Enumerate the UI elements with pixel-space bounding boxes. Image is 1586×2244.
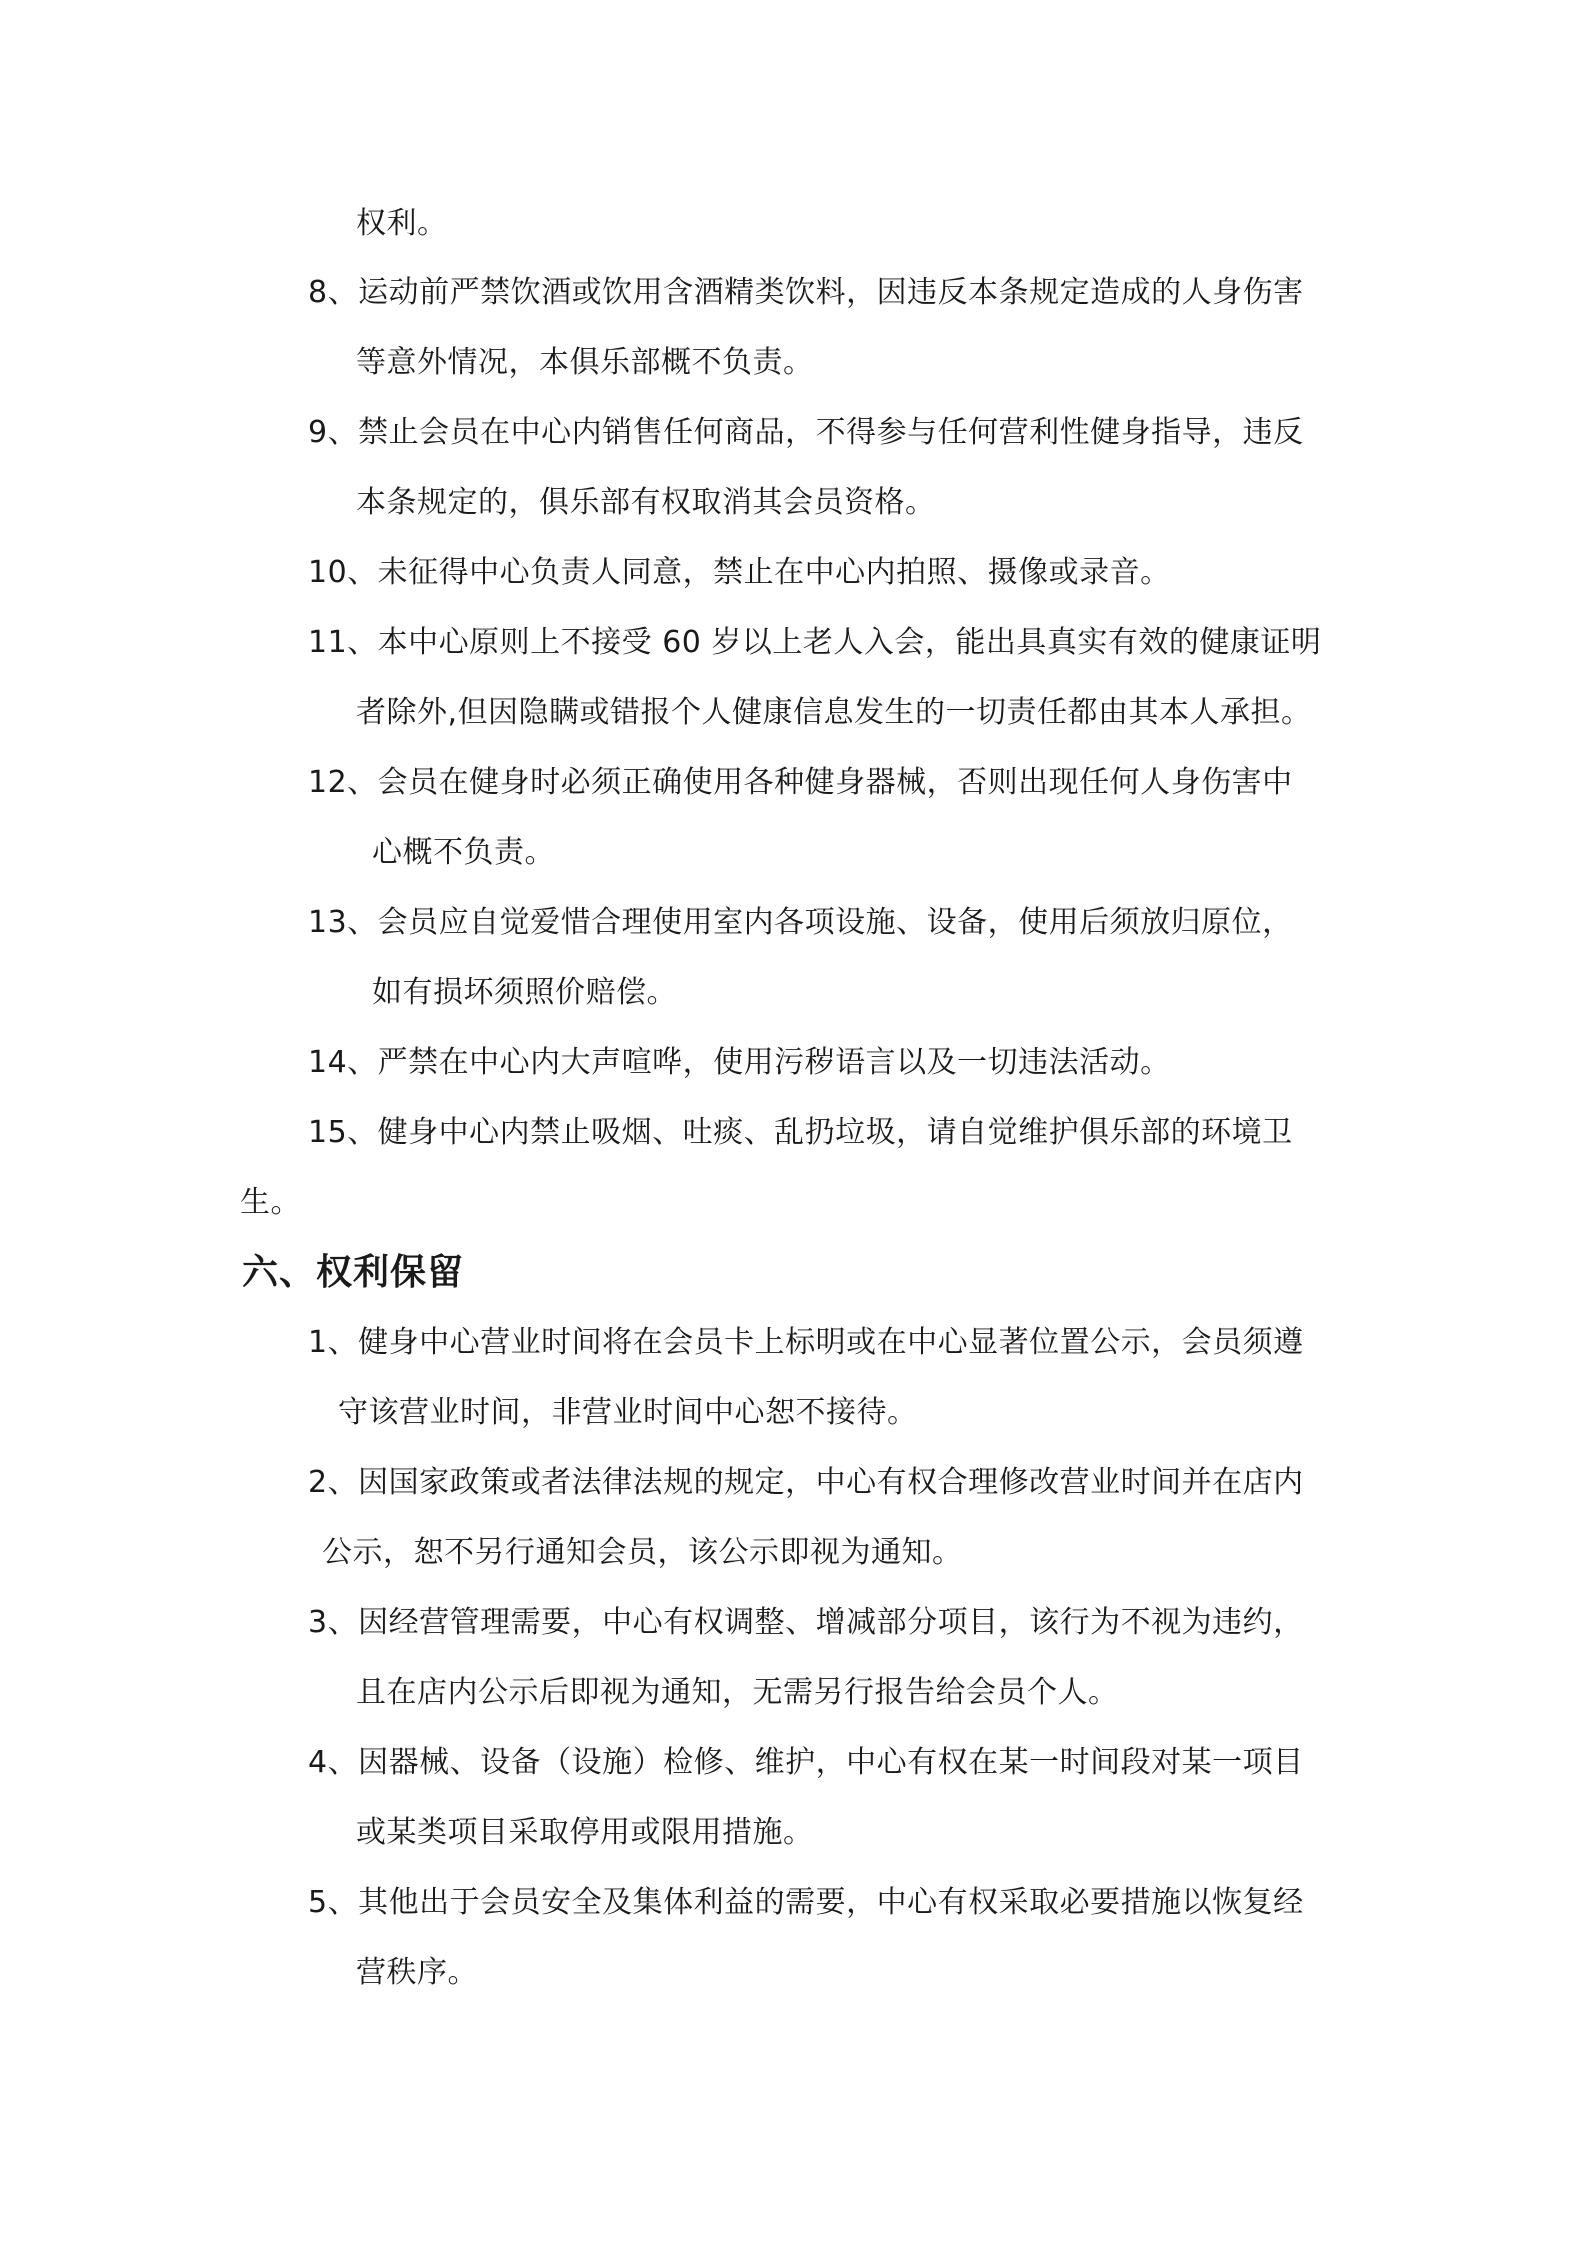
clause-item-2: 2、因国家政策或者法律法规的规定，中心有权合理修改营业时间并在店内 [308,1465,1304,1500]
rule-item-8: 8、运动前严禁饮酒或饮用含酒精类饮料，因违反本条规定造成的人身伤害 [308,275,1304,310]
rule-item-12: 12、会员在健身时必须正确使用各种健身器械，否则出现任何人身伤害中 [308,765,1293,800]
text-line: 或某类项目采取停用或限用措施。 [356,1815,814,1850]
text-line: 等意外情况，本俱乐部概不负责。 [356,345,814,380]
text-line: 者除外,但因隐瞒或错报个人健康信息发生的一切责任都由其本人承担。 [356,695,1312,730]
section-heading: 六、权利保留 [242,1252,465,1293]
text-line: 权利。 [356,206,448,241]
clause-item-3: 3、因经营管理需要，中心有权调整、增减部分项目，该行为不视为违约， [308,1605,1304,1640]
clause-item-5: 5、其他出于会员安全及集体利益的需要，中心有权采取必要措施以恢复经 [308,1885,1304,1920]
text-line: 心概不负责。 [372,835,555,870]
rule-item-13: 13、会员应自觉爱惜合理使用室内各项设施、设备，使用后须放归原位， [308,905,1293,940]
text-line: 生。 [240,1185,301,1220]
text-line: 守该营业时间，非营业时间中心恕不接待。 [338,1395,918,1430]
rule-item-14: 14、严禁在中心内大声喧哗，使用污秽语言以及一切违法活动。 [308,1045,1171,1080]
rule-item-11: 11、本中心原则上不接受 60 岁以上老人入会，能出具真实有效的健康证明 [308,625,1322,660]
clause-item-1: 1、健身中心营业时间将在会员卡上标明或在中心显著位置公示，会员须遵 [308,1325,1304,1360]
text-line: 营秩序。 [356,1955,478,1990]
rule-item-10: 10、未征得中心负责人同意，禁止在中心内拍照、摄像或录音。 [308,555,1171,590]
text-line: 且在店内公示后即视为通知，无需另行报告给会员个人。 [356,1675,1119,1710]
clause-item-4: 4、因器械、设备（设施）检修、维护，中心有权在某一时间段对某一项目 [308,1745,1304,1780]
text-line: 如有损坏须照价赔偿。 [372,975,677,1010]
rule-item-15: 15、健身中心内禁止吸烟、吐痰、乱扔垃圾，请自觉维护俱乐部的环境卫 [308,1115,1293,1150]
text-line: 本条规定的，俱乐部有权取消其会员资格。 [356,485,936,520]
rule-item-9: 9、禁止会员在中心内销售任何商品，不得参与任何营利性健身指导，违反 [308,415,1304,450]
text-line: 公示，恕不另行通知会员，该公示即视为通知。 [322,1535,963,1570]
